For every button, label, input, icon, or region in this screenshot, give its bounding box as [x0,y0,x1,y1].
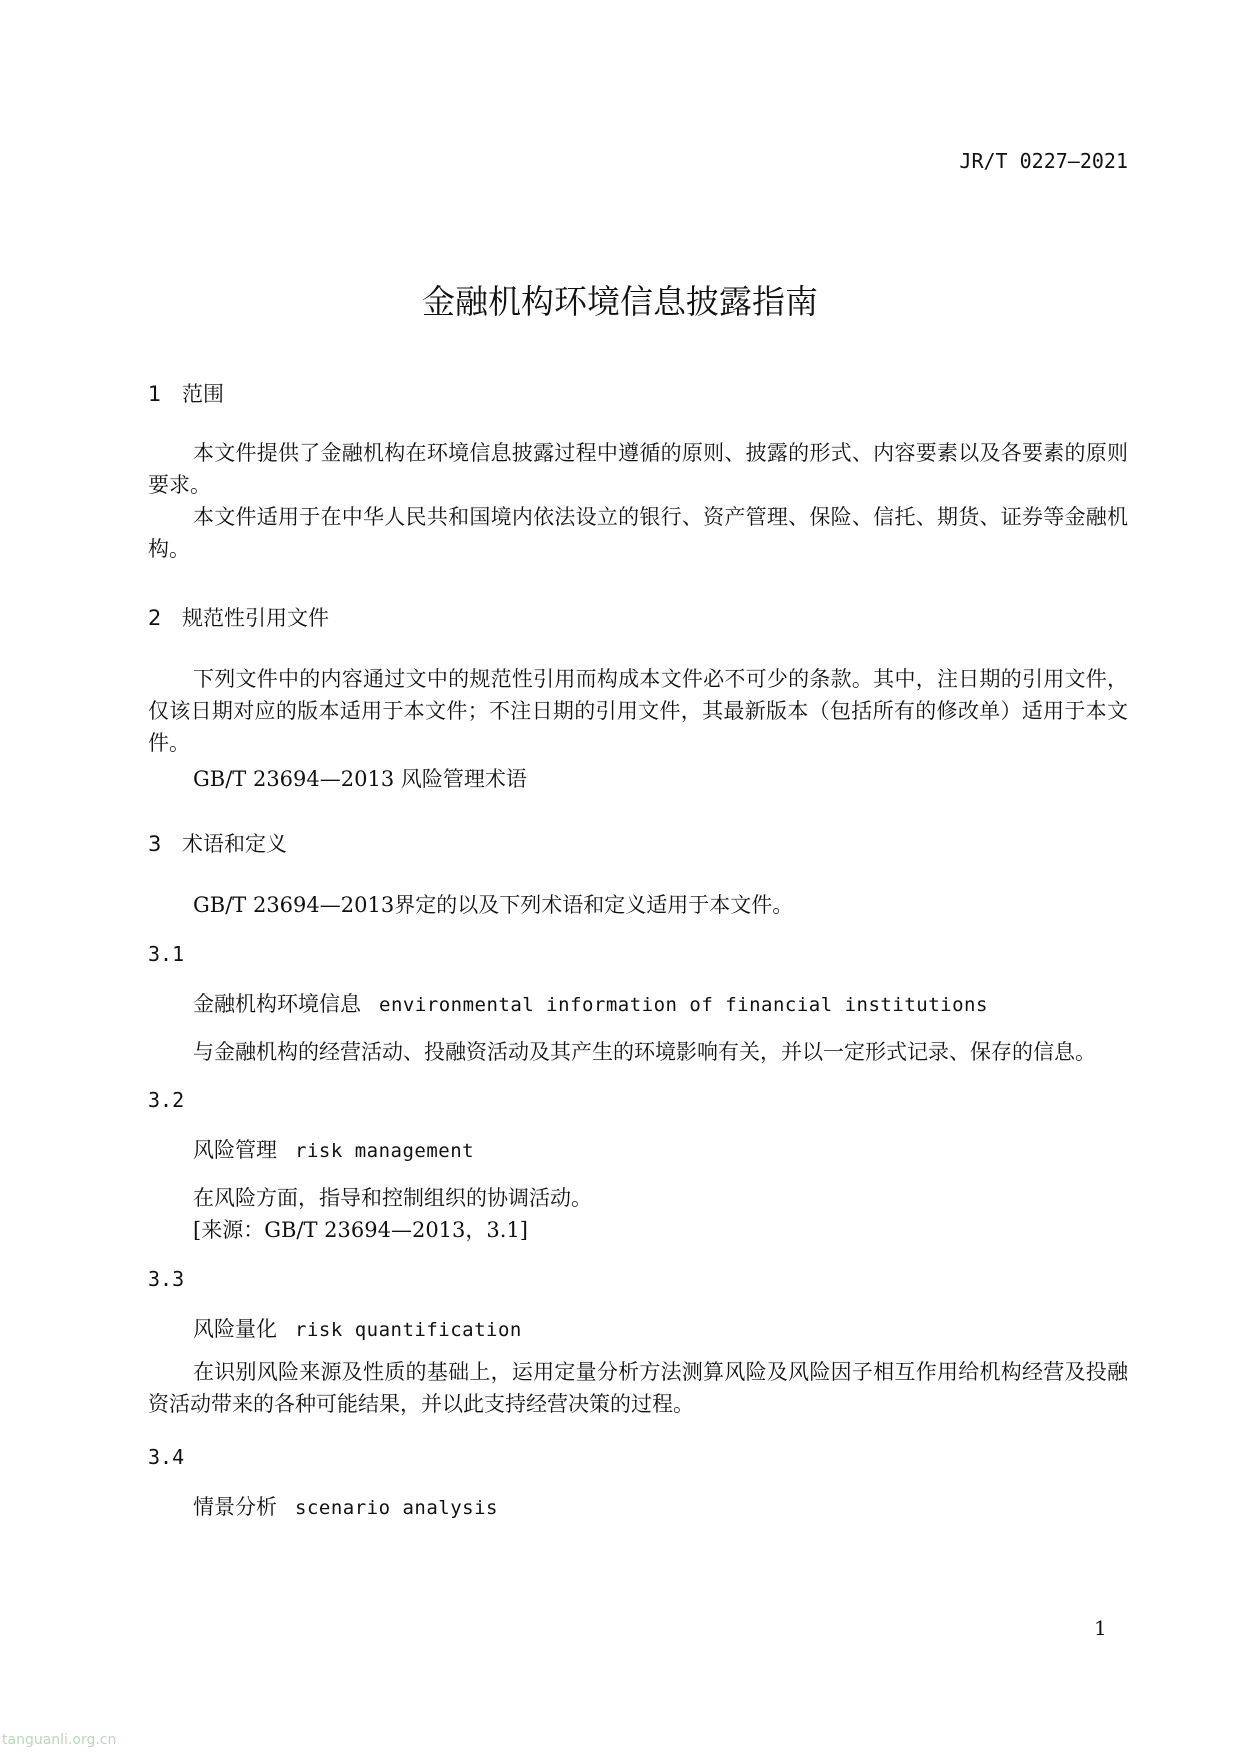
section-title: 规范性引用文件 [182,606,329,630]
term-entry [193,988,988,1018]
section-title: 术语和定义 [182,832,287,856]
term-definition: 与金融机构的经营活动、投融资活动及其产生的环境影响有关，并以一定形式记录、保存的信息。 [193,1040,1096,1064]
term-entry [193,1313,522,1343]
section-number: 2 [148,606,162,630]
document-code: JR/T 0227—2021 [959,149,1128,173]
clause-number: 3.2 [148,1088,185,1112]
terms-intro: GB/T 23694—2013界定的以及下列术语和定义适用于本文件。 [193,893,794,917]
clause-number: 3.1 [148,942,185,966]
scope-paragraph-2: 本文件适用于在中华人民共和国境内依法设立的银行、资产管理、保险、信托、期货、证券等金融机构。 [148,505,1128,561]
clause-number: 3.3 [148,1267,185,1291]
term-chinese: 风险量化 [193,1317,277,1341]
references-paragraph: 下列文件中的内容通过文中的规范性引用而构成本文件必不可少的条款。其中，注日期的引用文件，仅该日期对应的版本适用于本文件；不注日期的引用文件，其最新版本（包括所有的修改单）适用于本文件。 [148,667,1128,755]
section-number: 3 [148,832,162,856]
section-title: 范围 [182,382,224,406]
clause-number: 3.4 [148,1445,185,1469]
term-chinese: 情景分析 [193,1495,277,1519]
section-heading-scope [148,378,224,408]
watermark: tanguanli.org.cn [2,1732,117,1748]
term-source: [来源：GB/T 23694—2013，3.1] [193,1218,528,1242]
term-chinese: 金融机构环境信息 [193,992,361,1016]
term-entry [193,1134,474,1164]
term-entry [193,1491,498,1521]
term-chinese: 风险管理 [193,1138,277,1162]
page-number: 1 [1094,1616,1107,1640]
section-heading-terms [148,828,287,858]
section-number: 1 [148,382,162,406]
term-definition: 在识别风险来源及性质的基础上，运用定量分析方法测算风险及风险因子相互作用给机构经营及投融资活动带来的各种可能结果，并以此支持经营决策的过程。 [148,1360,1128,1416]
section-heading-references [148,602,329,632]
scope-paragraph-1: 本文件提供了金融机构在环境信息披露过程中遵循的原则、披露的形式、内容要素以及各要素的原则要求。 [148,441,1128,497]
reference-item: GB/T 23694—2013 风险管理术语 [193,767,527,791]
document-title: 金融机构环境信息披露指南 [422,282,818,321]
term-english: scenario analysis [295,1497,498,1519]
term-definition: 在风险方面，指导和控制组织的协调活动。 [193,1186,592,1210]
term-english: risk quantification [295,1319,522,1341]
term-english: environmental information of financial institutions [379,994,988,1016]
term-english: risk management [295,1140,475,1162]
